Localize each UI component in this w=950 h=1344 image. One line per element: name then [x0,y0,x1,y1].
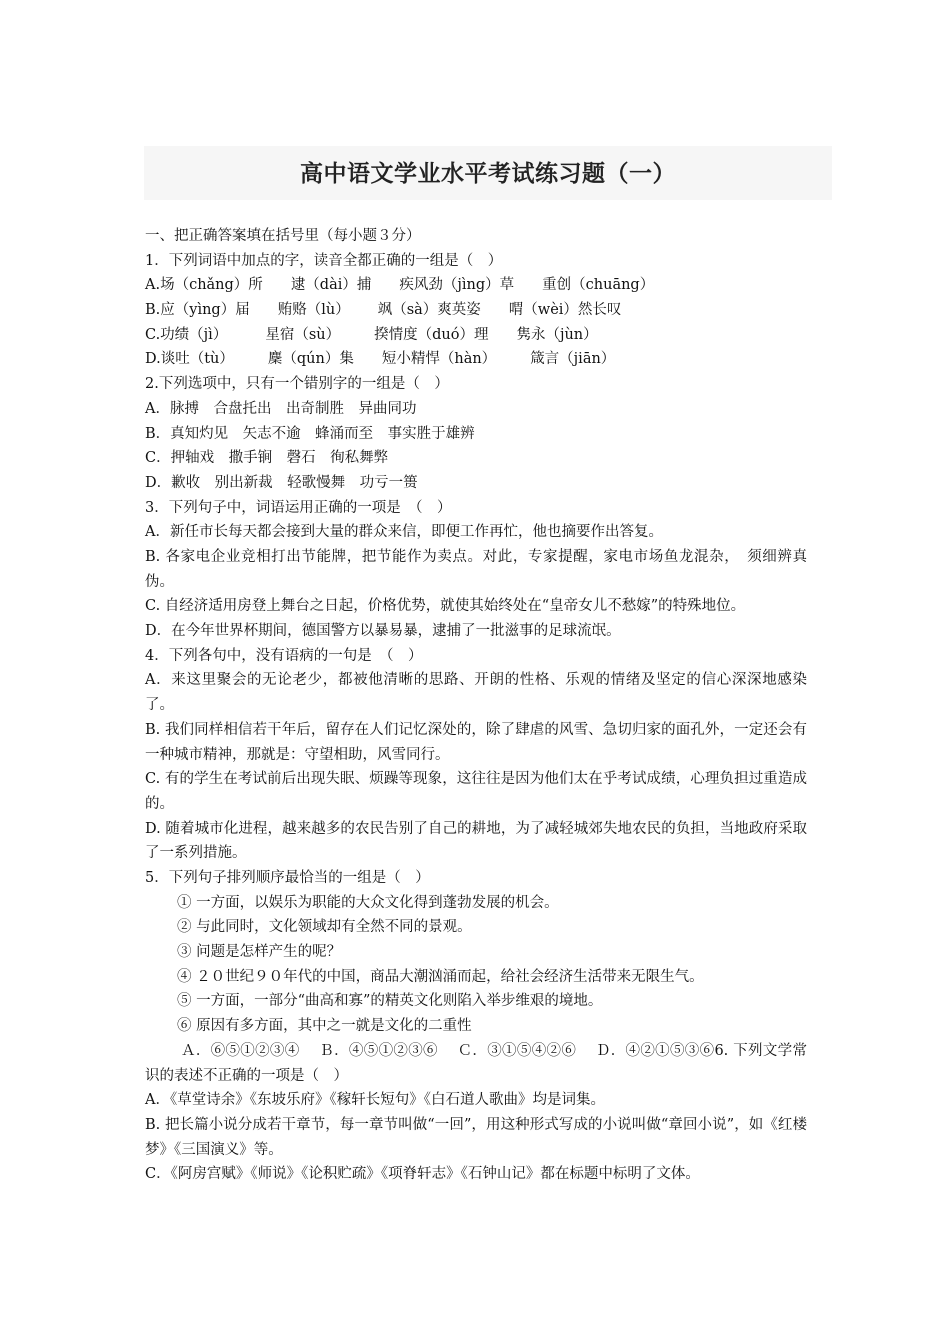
question-1-stem: 1．下列词语中加点的字，读音全都正确的一组是（ ） [145,252,503,269]
question-4-option-d: D. 随着城市化进程，越来越多的农民告别了自己的耕地，为了减轻城郊失地农民的负担，当地政府采取了一系列措施。 [145,820,807,862]
option-part: 贿赂（lù） [277,302,350,319]
question-2-stem: 2.下列选项中，只有一个错别字的一组是（ ） [145,376,449,393]
section-heading: 一、把正确答案填在括号里（每小题３分） [145,228,421,244]
question-5-stem: 5．下列句子排列顺序最恰当的一组是（ ） [145,870,430,887]
question-1-option-d [145,347,807,372]
question-6-stem: 6. 下列文学常识的表述不正确的一项是（ ） [145,1042,807,1084]
question-5-item: ③ 问题是怎样产生的呢？ [177,944,342,961]
question-1-option-a [145,273,807,298]
question-6-option-a: A．《草堂诗余》《东坡乐府》《稼轩长短句》《白石道人歌曲》均是词集。 [145,1092,605,1109]
document-body [145,224,807,1187]
question-6-option-c: C．《阿房宫赋》《师说》《论积贮疏》《项脊轩志》《石钟山记》都在标题中标明了文体。 [145,1166,700,1183]
question-5-item: ④ ２０世纪９０年代的中国，商品大潮汹涌而起，给社会经济生活带来无限生气。 [177,968,704,985]
question-5-item: ⑤ 一方面，一部分“曲高和寡”的精英文化则陷入举步维艰的境地。 [177,993,603,1010]
question-1-option-c [145,323,807,348]
page-title: 高中语文学业水平考试练习题（一） [300,161,676,187]
question-2-option-d: D．歉收 别出新裁 轻歌慢舞 功亏一篑 [145,474,418,491]
question-4-option-c: C. 有的学生在考试前后出现失眠、烦躁等现象，这往往是因为他们太在乎考试成绩，心理负担过重造成的。 [145,771,807,812]
question-3-option-b: B. 各家电企业竞相打出节能牌，把节能作为卖点。对此，专家提醒，家电市场鱼龙混杂， 须细辨真伪。 [145,548,807,590]
question-5-options-and-question-6-stem [145,1039,807,1088]
question-2-option-a: A．脉搏 合盘托出 出奇制胜 异曲同功 [145,400,417,417]
option-part: 短小精悍（hàn） [381,351,497,368]
question-6-option-b: B. 把长篇小说分成若干章节，每一章节叫做“一回”，用这种形式写成的小说叫做“章回小说”，如《红楼梦》《三国演义》等。 [145,1116,807,1158]
question-5-item: ① 一方面，以娱乐为职能的大众文化得到蓬勃发展的机会。 [177,894,559,911]
question-1-option-b [145,298,807,323]
question-3-option-a: A．新任市长每天都会接到大量的群众来信，即便工作再忙，他也摘要作出答复。 [145,524,663,541]
question-4-option-a: A．来这里聚会的无论老少，都被他清晰的思路、开朗的性格、乐观的情绪及坚定的信心深深地感染了。 [145,672,807,714]
question-4-stem: 4．下列各句中，没有语病的一句是 （ ） [145,647,423,664]
option-part: B.应（yìng）届 [145,302,250,319]
option-part: 揆情度（duó）理 [374,326,489,343]
question-2-option-b: B．真知灼见 矢志不逾 蜂涌而至 事实胜于雄辨 [145,425,475,442]
option-part: 飒（sà）爽英姿 [377,302,481,319]
option-part: 麇（qún）集 [267,351,354,368]
option-part: A.场（chǎng）所 [145,277,263,294]
option-part: C.功绩（jì） [145,326,228,343]
question-3-option-c: C. 自经济适用房登上舞台之日起，价格优势，就使其始终处在“皇帝女儿不愁嫁”的特殊地位。 [145,598,746,615]
option-part: 逮（dài）捕 [290,277,372,294]
option-part: D.谈吐（tù） [145,351,234,368]
option-part: 隽永（jùn） [516,326,598,343]
question-4-option-b: B. 我们同样相信若干年后，留存在人们记忆深处的，除了肆虐的风雪、急切归家的面孔外，一定还会有一种城市精神，那就是：守望相助，风雪同行。 [145,721,807,763]
option-part: 箴言（jiān） [530,351,616,368]
question-5-options: Ａ．⑥⑤①②③④ Ｂ．④⑤①②③⑥ Ｃ．③①⑤④②⑥ Ｄ．④②①⑤③⑥ [181,1042,715,1059]
question-5-item: ② 与此同时，文化领域却有全然不同的景观。 [177,919,472,936]
option-part: 重创（chuāng） [542,277,655,294]
option-part: 星宿（sù） [265,326,341,343]
question-3-stem: 3．下列句子中，词语运用正确的一项是 （ ） [145,499,452,516]
option-part: 疾风劲（jìng）草 [399,277,515,294]
question-2-option-c: C．押轴戏 撒手锏 磬石 徇私舞弊 [145,450,389,467]
question-3-option-d: D．在今年世界杯期间，德国警方以暴易暴，逮捕了一批滋事的足球流氓。 [145,623,621,640]
question-5-item: ⑥ 原因有多方面，其中之一就是文化的二重性 [177,1018,472,1035]
option-part: 喟（wèi）然长叹 [508,302,622,319]
